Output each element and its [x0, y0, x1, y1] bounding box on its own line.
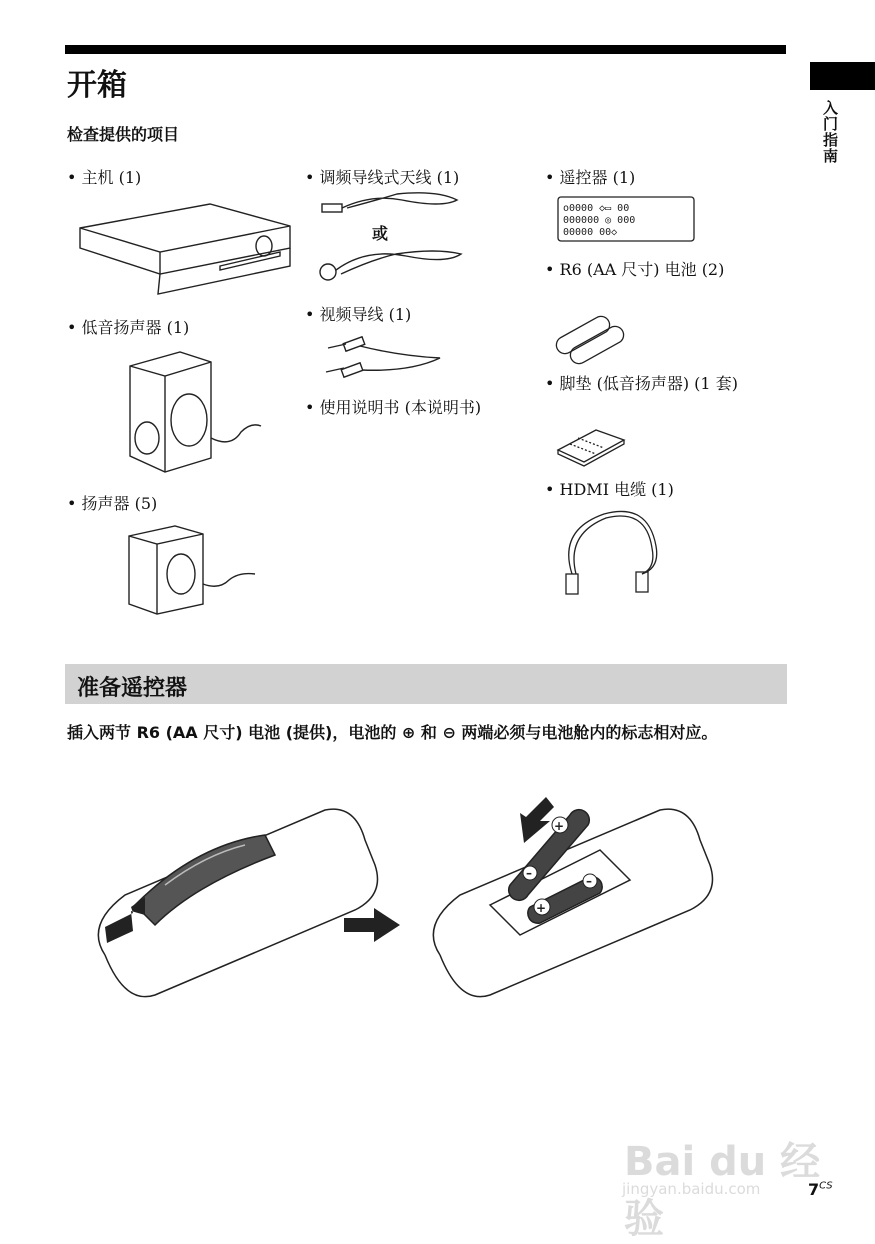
svg-text:–: –	[526, 866, 532, 880]
section-heading-check: 检查提供的项目	[67, 125, 180, 144]
top-rule	[65, 45, 786, 54]
page-number-suffix: CS	[819, 1180, 833, 1192]
section-title-remote: 准备遥控器	[77, 676, 188, 701]
side-tab-label: 入门指南	[821, 100, 839, 164]
item-speakers: • 扬声器 (5)	[67, 494, 158, 513]
battery-illustration	[556, 314, 626, 362]
arrow-right-icon	[344, 908, 402, 942]
antenna-wire-illustration	[320, 192, 460, 222]
section-band-remote	[65, 664, 787, 704]
video-cable-illustration	[324, 334, 449, 382]
svg-text:–: –	[586, 874, 592, 888]
pads-illustration	[556, 428, 628, 466]
antenna-coax-illustration	[318, 246, 463, 282]
page-number-value: 7	[808, 1180, 820, 1199]
svg-text:00000 00◇: 00000 00◇	[563, 227, 618, 238]
watermark-main: Bai du 经验	[624, 1139, 821, 1242]
item-video-cable: • 视频导线 (1)	[305, 305, 412, 324]
item-remote: • 遥控器 (1)	[545, 168, 636, 187]
svg-text:o0000 ◇▭ 00: o0000 ◇▭ 00	[563, 203, 630, 214]
side-tab-marker	[810, 62, 875, 90]
item-main-unit: • 主机 (1)	[67, 168, 142, 187]
watermark-sub: jingyan.baidu.com	[622, 1180, 761, 1198]
hdmi-cable-illustration	[556, 512, 666, 598]
page-title: 开箱	[67, 68, 127, 103]
antenna-or-label: 或	[372, 224, 389, 243]
svg-text:+: +	[536, 901, 547, 915]
item-battery: • R6 (AA 尺寸) 电池 (2)	[545, 260, 725, 279]
item-pads: • 脚垫 (低音扬声器) (1 套)	[545, 374, 738, 393]
main-unit-illustration	[78, 196, 293, 301]
remote-instruction: 插入两节 R6 (AA 尺寸) 电池 (提供)，电池的 ⊕ 和 ⊖ 两端必须与电池舱内的标志相对应。	[67, 723, 718, 742]
item-fm-antenna: • 调频导线式天线 (1)	[305, 168, 460, 187]
svg-text:000000 ◎ 000: 000000 ◎ 000	[563, 215, 636, 226]
remote-open-cover-illustration	[85, 805, 355, 985]
remote-insert-batteries-illustration	[430, 795, 695, 985]
svg-text:+: +	[554, 819, 565, 833]
remote-illustration	[557, 196, 697, 242]
item-subwoofer: • 低音扬声器 (1)	[67, 318, 190, 337]
watermark	[620, 1110, 840, 1242]
item-manual: • 使用说明书 (本说明书)	[305, 398, 482, 417]
subwoofer-illustration	[125, 348, 270, 473]
speaker-illustration	[125, 522, 260, 617]
item-hdmi: • HDMI 电缆 (1)	[545, 480, 674, 499]
page-number	[808, 1180, 833, 1199]
